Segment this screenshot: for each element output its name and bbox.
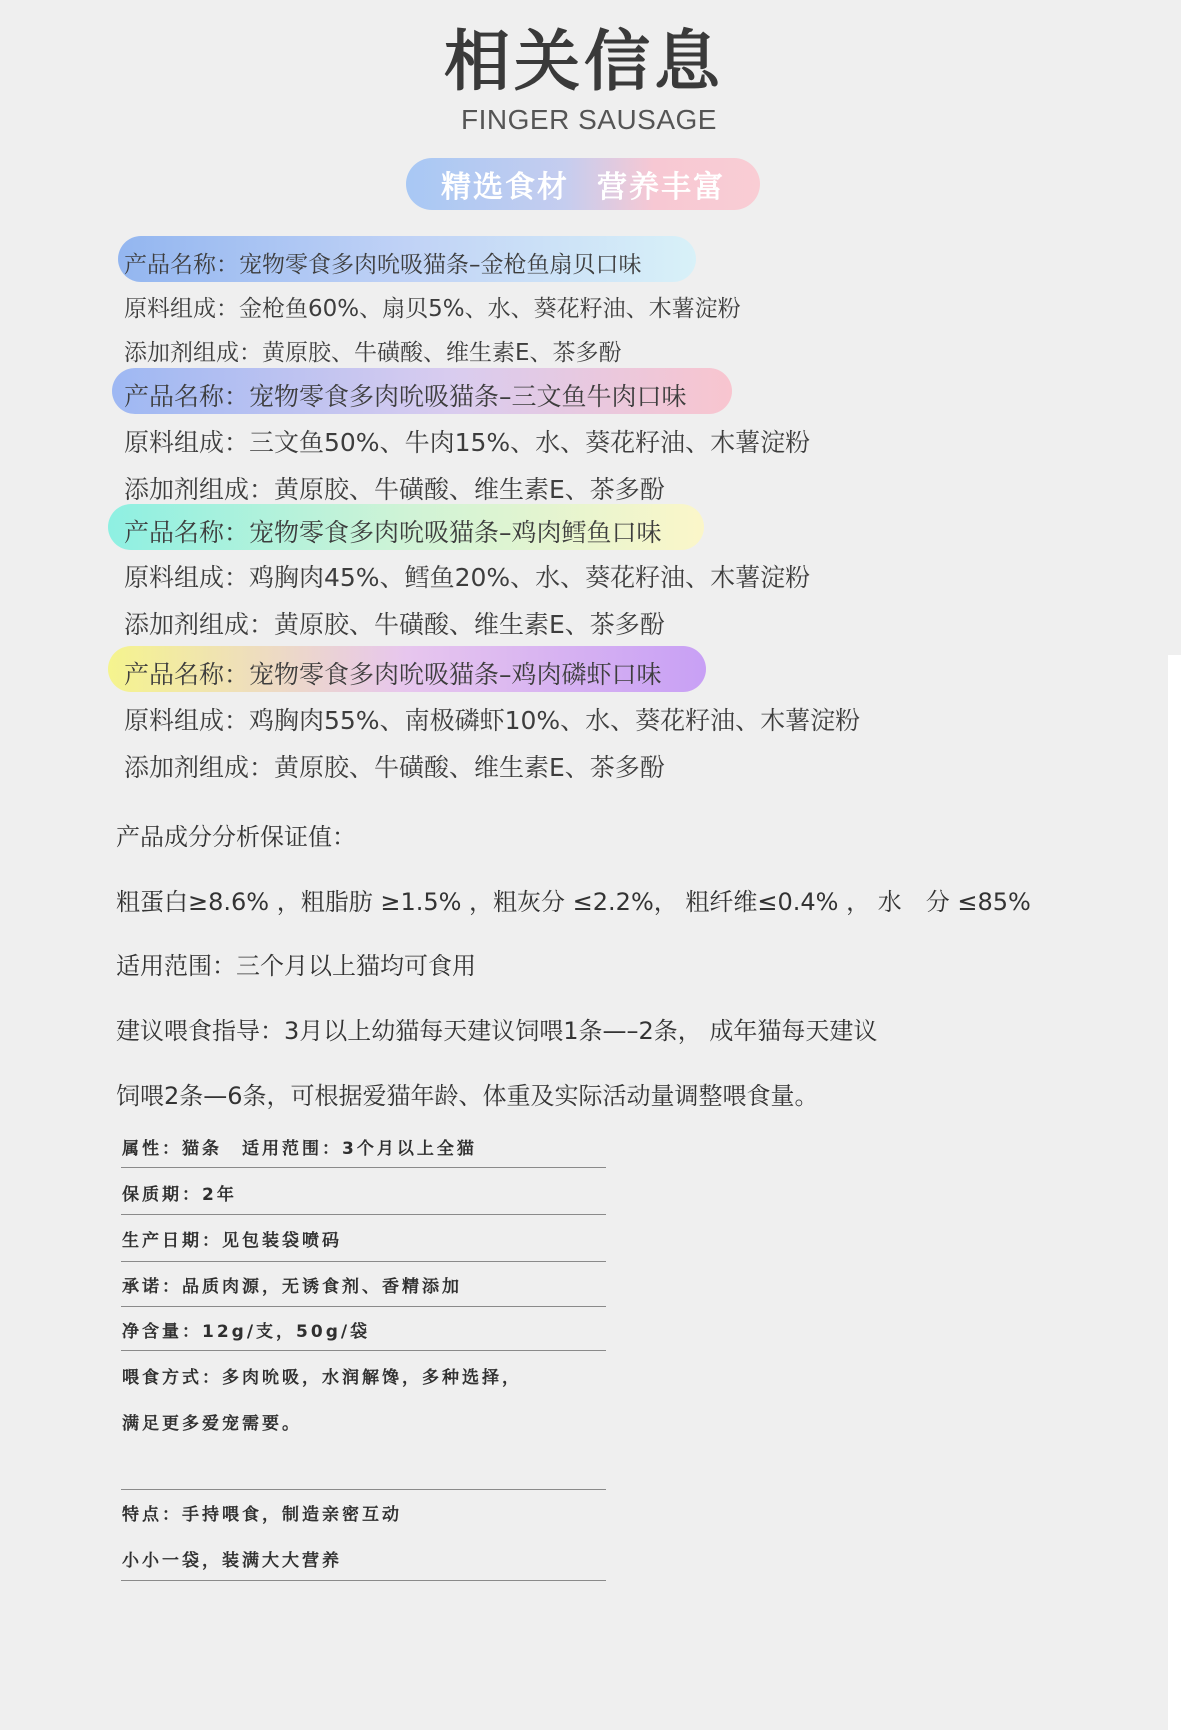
usage-scope: 适用范围：三个月以上猫均可食用 [116,952,476,980]
feeding-guide: 建议喂食指导：3月以上幼猫每天建议饲喂1条—–2条， 成年猫每天建议 [116,1017,878,1045]
product-additives: 添加剂组成：黄原胶、牛磺酸、维生素E、茶多酚 [124,340,622,366]
analysis-values: 粗蛋白≥8.6% ，粗脂肪 ≥1.5% ，粗灰分 ≤2.2%， 粗纤维≤0.4% ， 水 分 ≤85% [116,888,1031,916]
spec-feeding-method-continued: 满足更多爱宠需要。 [122,1414,302,1434]
divider [121,1214,606,1215]
divider [121,1261,606,1262]
divider [121,1580,606,1581]
divider [121,1489,606,1490]
slogan-right: 营养丰富 [597,170,725,205]
spec-feature-continued: 小小一袋，装满大大营养 [122,1551,342,1571]
product-additives: 添加剂组成：黄原胶、牛磺酸、维生素E、茶多酚 [124,753,665,782]
spec-promise: 承诺：品质肉源，无诱食剂、香精添加 [122,1277,462,1297]
spec-net-content: 净含量：12g/支，50g/袋 [122,1322,371,1342]
spec-feature: 特点：手持喂食，制造亲密互动 [122,1505,402,1525]
product-ingredients: 原料组成：金枪鱼60%、扇贝5%、水、葵花籽油、木薯淀粉 [124,296,741,322]
feeding-guide-continued: 饲喂2条—6条，可根据爱猫年龄、体重及实际活动量调整喂食量。 [116,1082,819,1110]
divider [121,1350,606,1351]
right-edge-strip [1168,655,1181,1730]
page-title: 相关信息 [444,23,724,100]
product-ingredients: 原料组成：鸡胸肉55%、南极磷虾10%、水、葵花籽油、木薯淀粉 [124,706,861,735]
product-name: 产品名称：宠物零食多肉吮吸猫条–金枪鱼扇贝口味 [124,252,642,278]
spec-feeding-method: 喂食方式：多肉吮吸，水润解馋，多种选择， [122,1368,522,1388]
spec-attribute: 属性：猫条 适用范围：3个月以上全猫 [122,1139,477,1159]
product-name: 产品名称：宠物零食多肉吮吸猫条–三文鱼牛肉口味 [124,382,687,411]
analysis-heading: 产品成分分析保证值： [116,823,356,851]
product-additives: 添加剂组成：黄原胶、牛磺酸、维生素E、茶多酚 [124,475,665,504]
divider [121,1306,606,1307]
product-ingredients: 原料组成：三文鱼50%、牛肉15%、水、葵花籽油、木薯淀粉 [124,428,811,457]
slogan-left: 精选食材 [441,170,569,205]
product-name: 产品名称：宠物零食多肉吮吸猫条–鸡肉磷虾口味 [124,660,662,689]
page-subtitle: FINGER SAUSAGE [461,104,717,135]
spec-shelf-life: 保质期：2年 [122,1185,237,1205]
divider [121,1167,606,1168]
product-additives: 添加剂组成：黄原胶、牛磺酸、维生素E、茶多酚 [124,610,665,639]
spec-production-date: 生产日期：见包装袋喷码 [122,1231,342,1251]
slogan-banner [406,158,760,210]
product-name: 产品名称：宠物零食多肉吮吸猫条–鸡肉鳕鱼口味 [124,518,662,547]
product-ingredients: 原料组成：鸡胸肉45%、鳕鱼20%、水、葵花籽油、木薯淀粉 [124,563,811,592]
